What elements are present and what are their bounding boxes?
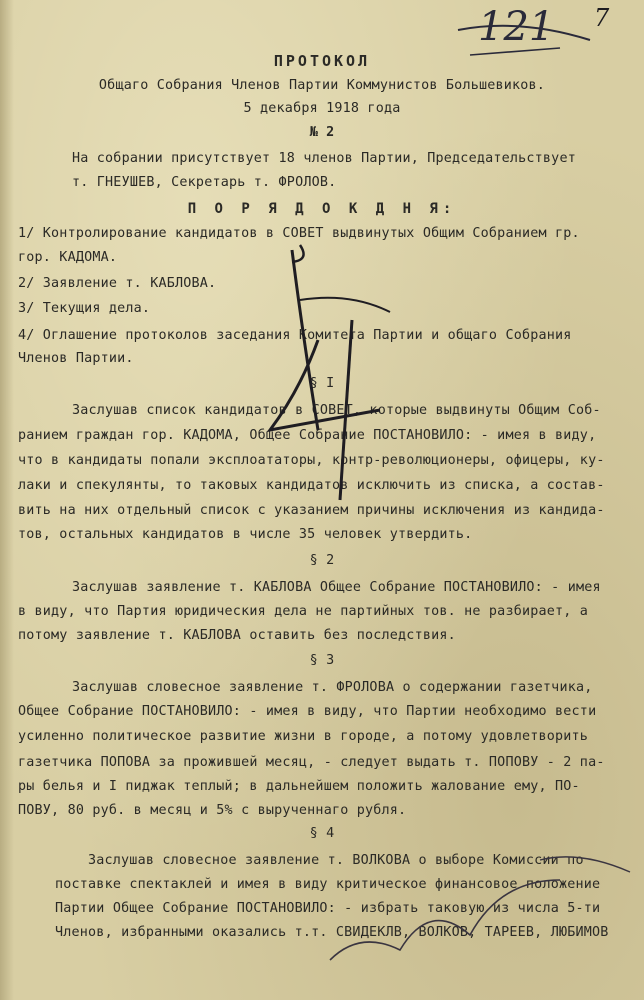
section-heading: § 2 [309,553,335,568]
right-scribble-stroke [540,857,630,872]
agenda-item: 1/ Контролирование кандидатов в СОВЕТ выдвинутых Общим Собранием гр. [18,226,580,241]
document-title: ПРОТОКОЛ [273,52,371,70]
presence-line-1: На собрании присутствует 18 членов Партии, Председательствует [72,151,576,166]
section-line: лаки и спекулянты, то таковых кандидатов исключить из списка, а состав- [18,478,605,493]
section-line: поставке спектаклей и имея в виду критическое финансовое положение [55,877,601,892]
document-date: 5 декабря 1918 года [243,101,401,116]
document-number: № 2 [309,125,335,140]
section-line: Заслушав словесное заявление т. ФРОЛОВА о содержании газетчика, [72,680,593,695]
section-line: тов, остальных кандидатов в числе 35 человек утвердить. [18,527,473,542]
section-line: усиленно политическое развитие жизни в городе, а потому удовлетворить [18,729,589,744]
section-line: Заслушав список кандидатов в СОВЕТ, которые выдвинуты Общим Соб- [72,403,601,418]
section-line: ры белья и I пиджак теплый; в дальнейшем положить жалование ему, ПО- [18,779,580,794]
handwritten-archive-number: 121 [478,4,555,50]
agenda-item: 4/ Оглашение протоколов заседания Комитета Партии и общаго Собрания [18,328,572,343]
big-ink-four-stroke [270,340,380,430]
bottom-scribble-stroke [330,880,560,960]
big-ink-stroke [292,250,318,430]
section-heading: § 3 [309,653,335,668]
agenda-item: 2/ Заявление т. КАБЛОВА. [18,276,217,291]
archive-underline-stroke [458,26,590,40]
ink-crossbar-stroke [300,298,390,312]
section-line: ранием граждан гор. КАДОМА, Общее Собрание ПОСТАНОВИЛО: - имея в виду, [18,428,597,443]
section-line: в виду, что Партия юридическия дела не партийных тов. не разбирает, а [18,604,589,619]
section-heading: § I [309,376,335,391]
section-line: что в кандидаты попали эксплоататоры, контр-революционеры, офицеры, ку- [18,453,605,468]
section-line: Заслушав словесное заявление т. ВОЛКОВА о выборе Комиссии по [88,853,584,868]
section-line: вить на них отдельный список с указанием причины исключения из кандида- [18,503,605,518]
section-heading: § 4 [309,826,335,841]
presence-line-2: т. ГНЕУШЕВ, Секретарь т. ФРОЛОВ. [72,175,337,190]
handwritten-page-number: 7 [594,4,610,32]
section-line: потому заявление т. КАБЛОВА оставить без последствия. [18,628,456,643]
agenda-item: 3/ Текущия дела. [18,301,151,316]
section-line: Заслушав заявление т. КАБЛОВА Общее Собрание ПОСТАНОВИЛО: - имея [72,580,601,595]
agenda-heading: П О Р Я Д О К Д Н Я: [187,201,457,217]
archive-strike-stroke [470,48,560,55]
agenda-item: Членов Партии. [18,351,134,366]
section-line: Партии Общее Собрание ПОСТАНОВИЛО: - избрать таковую из числа 5-ти [55,901,601,916]
agenda-item: гор. КАДОМА. [18,250,118,265]
section-line: Общее Собрание ПОСТАНОВИЛО: - имея в виду, что Партии необходимо вести [18,704,597,719]
section-line: ПОВУ, 80 руб. в месяц и 5% с вырученнаго рубля. [18,803,407,818]
section-line: газетчика ПОПОВА за прожившей месяц, - следует выдать т. ПОПОВУ - 2 па- [18,755,605,770]
big-ink-vertical-stroke [340,320,352,500]
document-subtitle: Общаго Собрания Членов Партии Коммунистов Большевиков. [98,78,546,93]
section-line: Членов, избранными оказались т.т. СВИДЕКЛВ, ВОЛКОВ, ТАРЕЕВ, ЛЮБИМОВ [55,925,609,940]
